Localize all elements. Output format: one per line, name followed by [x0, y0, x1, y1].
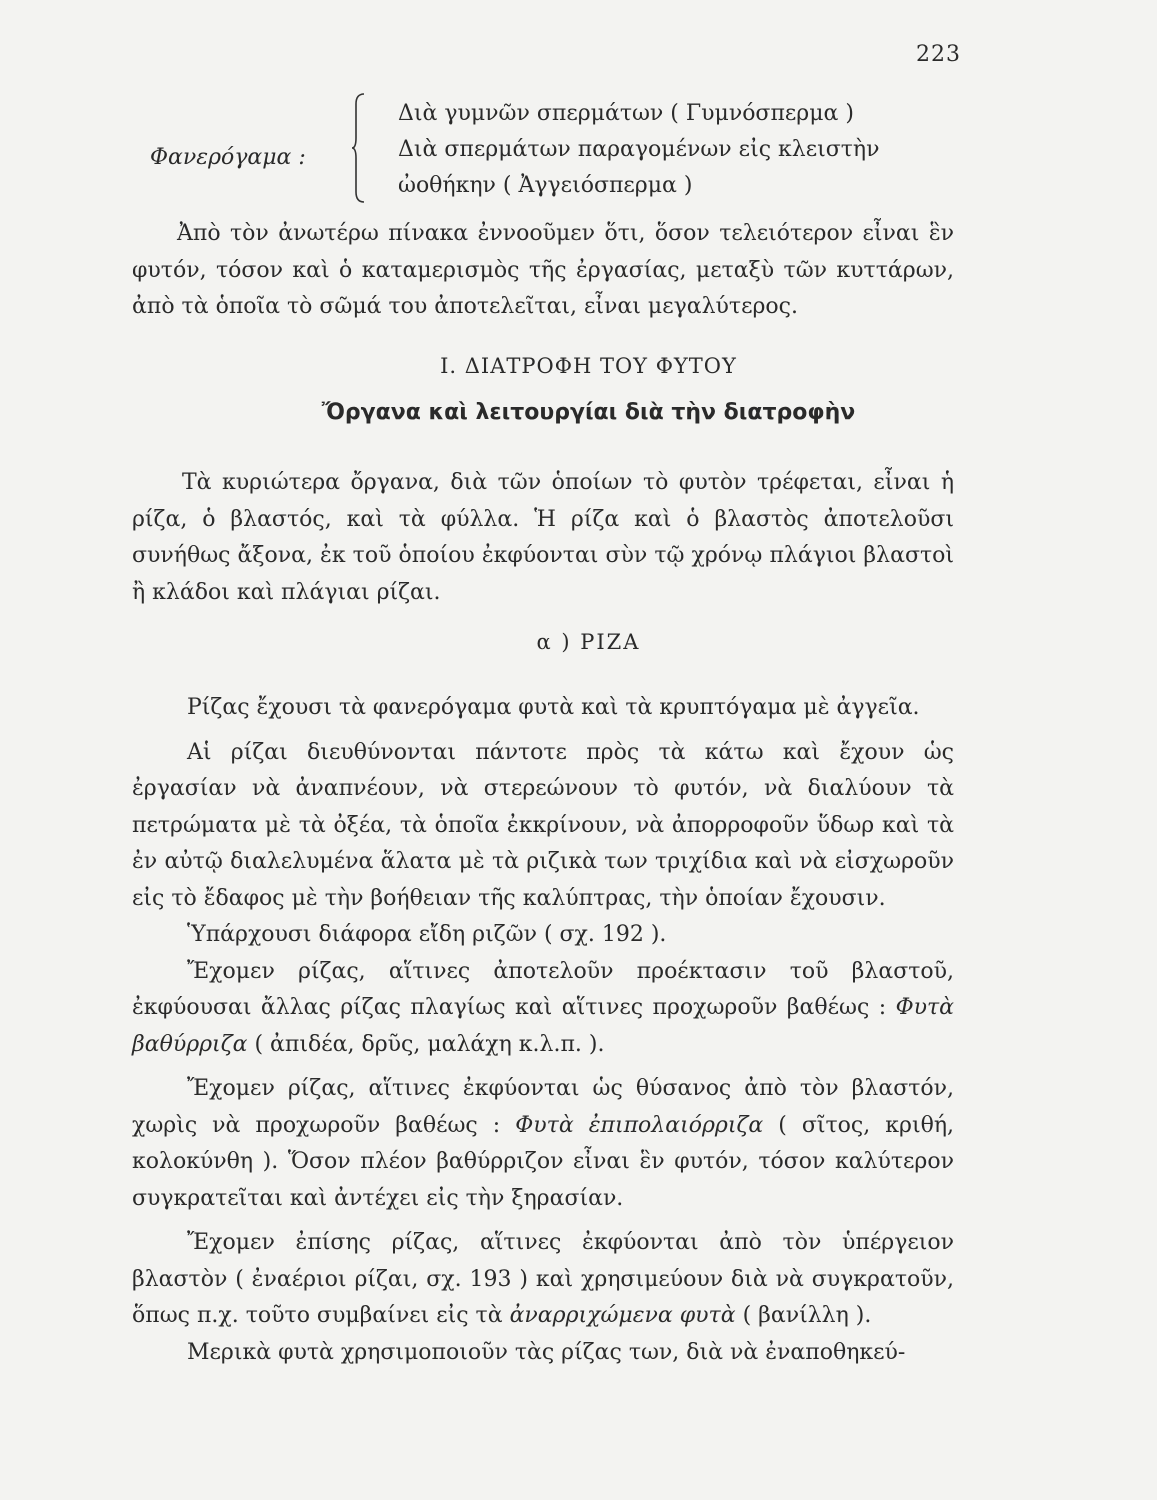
section-title: Ι. ΔΙΑΤΡΟΦΗ ΤΟΥ ΦΥΤΟΥ	[440, 354, 737, 378]
root-paragraph-4	[132, 954, 954, 1064]
root-heading: α ) ΡΙΖΑ	[536, 630, 641, 654]
classification-lines	[398, 96, 879, 204]
organs-paragraph: Τὰ κυριώτερα ὄργανα, διὰ τῶν ὁποίων τὸ φυτὸν τρέφεται, εἶναι ἡ ρίζα, ὁ βλαστός, καὶ τὰ φύλλα. Ἡ ρίζα καὶ ὁ βλαστὸς ἀποτελοῦσι συνήθως ἄξονα, ἐκ τοῦ ὁποίου ἐκφύονται σὺν τῷ χρόνῳ πλάγιοι βλαστοὶ ἢ κλάδοι καὶ πλάγιαι ρίζαι.	[132, 470, 954, 605]
root-paragraph-5	[132, 1071, 954, 1217]
classification-line: Διὰ σπερμάτων παραγομένων εἰς κλειστὴν	[398, 137, 880, 162]
classification-line: ὠοθήκην ( Ἀγγειόσπερμα )	[398, 173, 693, 198]
root-paragraph-6-text: Ἔχομεν ἐπίσης ρίζας, αἵτινες ἐκφύονται ἀπὸ τὸν ὑπέργειον βλαστὸν ( ἐναέριοι ρίζαι, σχ. 193 ) καὶ χρησιμεύουν διὰ νὰ συγκρατοῦν, ὅπως π.χ. τοῦτο συμβαίνει εἰς τὰ	[132, 1230, 954, 1328]
root-paragraph-2: Αἱ ρίζαι διευθύνονται πάντοτε πρὸς τὰ κάτω καὶ ἔχουν ὡς ἐργασίαν νὰ ἀναπνέουν, νὰ στερεώνουν τὸ φυτόν, νὰ διαλύουν τὰ πετρώματα μὲ τὰ ὀξέα, τὰ ὁποῖα ἐκκρίνουν, νὰ ἀπορροφοῦν ὕδωρ καὶ τὰ ἐν αὐτῷ διαλελυμένα ἅλατα μὲ τὰ ριζικὰ των τριχίδια καὶ νὰ εἰσχωροῦν εἰς τὸ ἔδαφος μὲ τὴν βοήθειαν τῆς καλύπτρας, τὴν ὁποίαν ἔχουσιν.	[132, 739, 954, 911]
page-number: 223	[916, 42, 961, 67]
root-paragraph-1: Ρίζας ἔχουσι τὰ φανερόγαμα φυτὰ καὶ τὰ κρυπτόγαμα μὲ ἀγγεῖα.	[187, 695, 920, 720]
intro-paragraph: Ἀπὸ τὸν ἀνωτέρω πίνακα ἐννοοῦμεν ὅτι, ὅσον τελειότερον εἶναι ἓν φυτόν, τόσον καὶ ὁ καταμερισμὸς τῆς ἐργασίας, μεταξὺ τῶν κυττάρων, ἀπὸ τὰ ὁποῖα τὸ σῶμά του ἀποτελεῖται, εἶναι μεγαλύτερος.	[132, 221, 954, 319]
curly-brace-icon	[352, 92, 366, 204]
root-paragraph-4-text: Ἔχομεν ρίζας, αἵτινες ἀποτελοῦν προέκτασιν τοῦ βλαστοῦ, ἐκφύουσαι ἄλλας ρίζας πλαγίως καὶ αἵτινες προχωροῦν βαθέως :	[132, 958, 954, 1020]
root-paragraph-6	[132, 1225, 954, 1335]
subsection-title: Ὄργανα καὶ λειτουργίαι διὰ τὴν διατροφὴν	[321, 400, 856, 425]
root-section	[132, 690, 954, 1371]
root-paragraph-5-tail: ( σῖτος, κριθή, κολοκύνθη ). Ὅσον πλέον βαθύρριζον εἶναι ἓν φυτόν, τόσον καλύτερον συγκρατεῖται καὶ ἀντέχει εἰς τὴν ξηρασίαν.	[132, 1112, 954, 1211]
root-paragraph-5-text: Ἔχομεν ρίζας, αἵτινες ἐκφύονται ὡς θύσανος ἀπὸ τὸν βλαστόν, χωρὶς νὰ προχωροῦν βαθέως :	[132, 1076, 954, 1138]
root-paragraph-4-tail: ( ἀπιδέα, δρῦς, μαλάχη κ.λ.π. ).	[254, 1031, 605, 1057]
root-paragraph-6-tail: ( βανίλλη ).	[742, 1303, 872, 1328]
intro-section	[132, 216, 954, 326]
term-climbing-plants: ἀναρριχώμενα φυτὰ	[509, 1303, 736, 1328]
classification-line: Διὰ γυμνῶν σπερμάτων ( Γυμνόσπερμα )	[398, 101, 854, 126]
organs-section	[132, 465, 954, 611]
classification-label: Φανερόγαμα :	[150, 145, 306, 170]
root-paragraph-7: Μερικὰ φυτὰ χρησιμοποιοῦν τὰς ρίζας των, διὰ νὰ ἐναποθηκεύ-	[187, 1339, 906, 1365]
term-shallow-rooted: Φυτὰ ἐπιπολαιόρριζα	[515, 1112, 764, 1138]
root-paragraph-3: Ὑπάρχουσι διάφορα εἴδη ριζῶν ( σχ. 192 ).	[187, 922, 667, 947]
term-deep-rooted: Φυτὰ βαθύρριζα	[132, 995, 954, 1057]
